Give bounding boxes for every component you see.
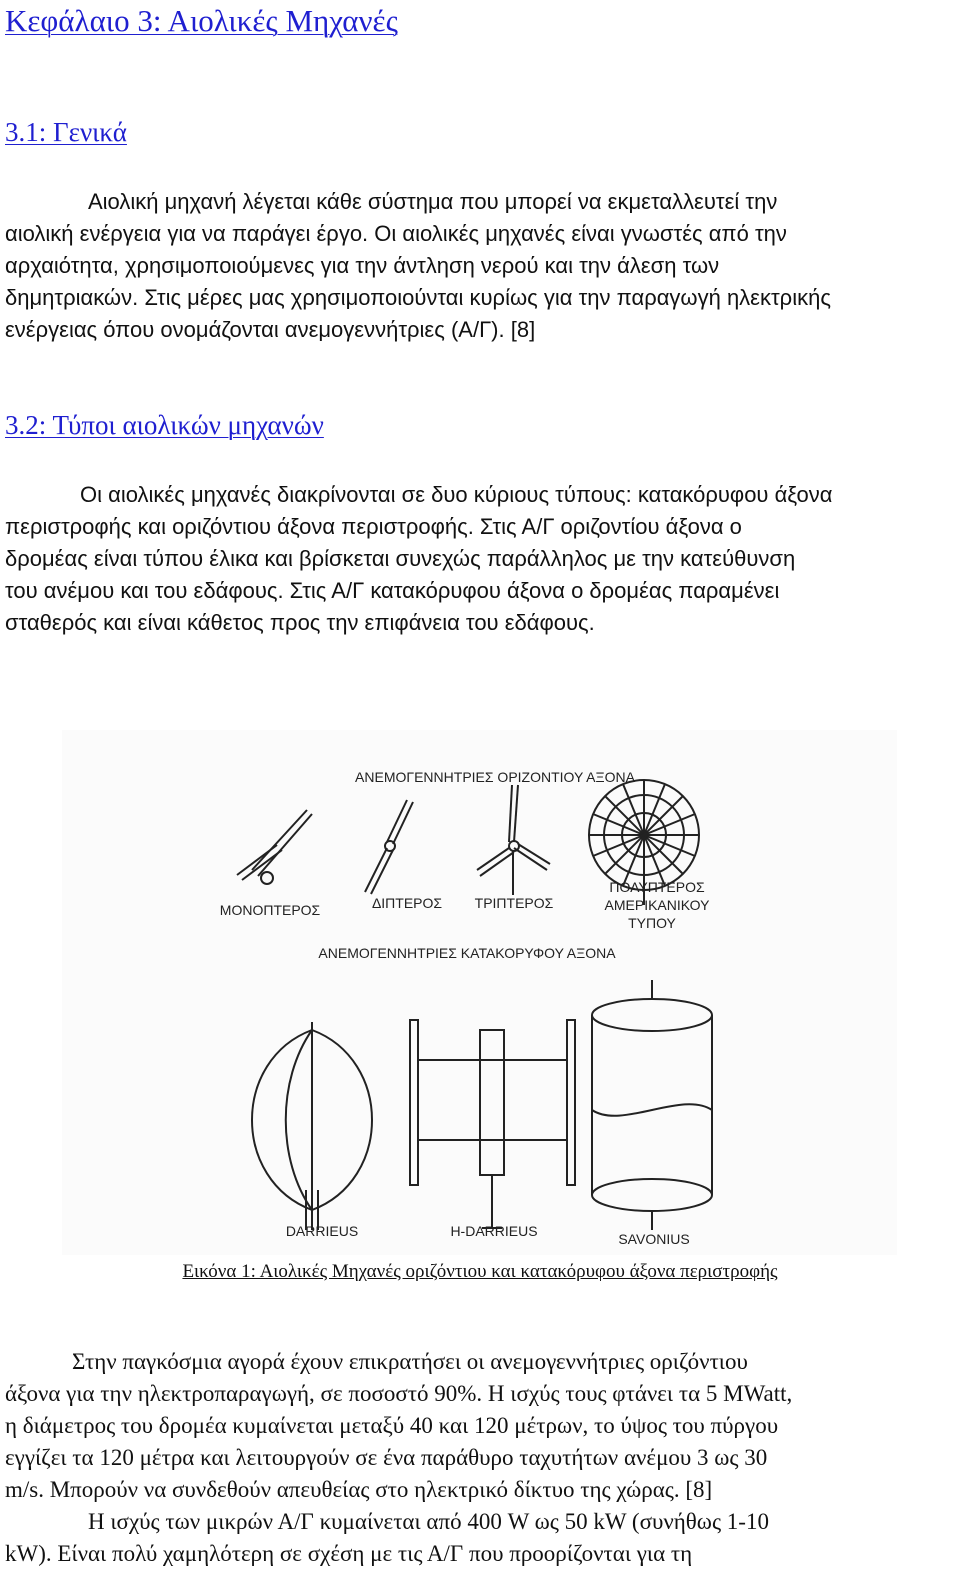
text-line: του ανέμου και του εδάφους. Στις Α/Γ κατακόρυφου άξονα ο δρομέας παραμένει: [5, 578, 780, 603]
section-title-general: 3.1: Γενικά: [5, 117, 127, 147]
section-title-types: 3.2: Τύποι αιολικών μηχανών: [5, 410, 324, 440]
vertical-axis-heading: ΑΝΕΜΟΓΕΝΝΗΤΡΙΕΣ ΚΑΤΑΚΟΡΥΦΟΥ ΑΞΟΝΑ: [318, 945, 616, 961]
darrieus-label: DARRIEUS: [285, 1223, 359, 1239]
di-label: ΔΙΠΤΕΡΟΣ: [371, 895, 443, 911]
h-darrieus-label: H-DARRIEUS: [450, 1223, 538, 1239]
text-line: ενέργειας όπου ονομάζονται ανεμογεννήτριες (Α/Γ). [8]: [5, 317, 536, 342]
text-line: άξονα για την ηλεκτροπαραγωγή, σε ποσοστό 90%. Η ισχύς τους φτάνει τα 5 MWatt,: [5, 1381, 793, 1406]
savonius-turbine-icon: [592, 980, 712, 1230]
text-line: δημητριακών. Στις μέρες μας χρησιμοποιούνται κυρίως για την παραγωγή ηλεκτρικής: [5, 285, 831, 310]
monoblade-turbine-icon: [237, 810, 312, 884]
text-line: m/s. Μπορούν να συνδεθούν απευθείας στο ηλεκτρικό δίκτυο της χώρας. [8]: [5, 1477, 713, 1502]
darrieus-turbine-icon: [252, 1022, 372, 1230]
text-line: αιολική ενέργεια για να παράγει έργο. Οι αιολικές μηχανές είναι γνωστές από την: [5, 221, 787, 246]
turbine-diagram: [62, 730, 897, 1255]
text-line: Η ισχύς των μικρών Α/Γ κυμαίνεται από 400 W ως 50 kW (συνήθως 1-10: [88, 1509, 769, 1534]
threeblade-turbine-icon: [477, 785, 550, 895]
twoblade-turbine-icon: [365, 800, 413, 894]
wind-turbine-figure: [62, 730, 897, 1255]
text-line: αρχαιότητα, χρησιμοποιούμενες για την άντληση νερού και την άλεση των: [5, 253, 720, 278]
text-line: η διάμετρος του δρομέα κυμαίνεται μεταξύ 40 και 120 μέτρων, το ύψος του πύργου: [5, 1413, 779, 1438]
poly-label-1: ΠΟΛΥΠΤΕΡΟΣ: [609, 879, 705, 895]
chapter-title: Κεφάλαιο 3: Αιολικές Μηχανές: [5, 3, 398, 38]
figure-caption: Εικόνα 1: Αιολικές Μηχανές οριζόντιου και κατακόρυφου άξονα περιστροφής: [182, 1261, 778, 1282]
text-line: kW). Είναι πολύ χαμηλότερη σε σχέση με τις Α/Γ που προορίζονται για τη: [5, 1541, 693, 1566]
tri-label: ΤΡΙΠΤΕΡΟΣ: [474, 895, 554, 911]
savonius-label: SAVONIUS: [618, 1231, 690, 1247]
text-line: εγγίζει τα 120 μέτρα και λειτουργούν σε ένα παράθυρο ταχυτήτων ανέμου 3 ως 30: [5, 1445, 768, 1470]
h-darrieus-turbine-icon: [410, 1020, 575, 1228]
poly-label-2: ΑΜΕΡΙΚΑΝΙΚΟΥ: [604, 897, 710, 913]
text-line: Οι αιολικές μηχανές διακρίνονται σε δυο κύριους τύπους: κατακόρυφου άξονα: [80, 482, 833, 507]
text-line: σταθερός και είναι κάθετος προς την επιφάνεια του εδάφους.: [5, 610, 595, 635]
text-line: περιστροφής και οριζόντιου άξονα περιστροφής. Στις Α/Γ οριζοντίου άξονα ο: [5, 514, 742, 539]
mono-label: ΜΟΝΟΠΤΕΡΟΣ: [219, 902, 321, 918]
text-line: Αιολική μηχανή λέγεται κάθε σύστημα που μπορεί να εκμεταλλευτεί την: [88, 189, 778, 214]
poly-label-3: ΤΥΠΟΥ: [628, 915, 676, 931]
horizontal-axis-heading: ΑΝΕΜΟΓΕΝΝΗΤΡΙΕΣ ΟΡΙΖΟΝΤΙΟΥ ΑΞΟΝΑ: [355, 769, 635, 785]
text-line: δρομέας είναι τύπου έλικα και βρίσκεται συνεχώς παράλληλος με την κατεύθυνση: [5, 546, 796, 571]
text-line: Στην παγκόσμια αγορά έχουν επικρατήσει οι ανεμογεννήτριες οριζόντιου: [72, 1349, 748, 1374]
